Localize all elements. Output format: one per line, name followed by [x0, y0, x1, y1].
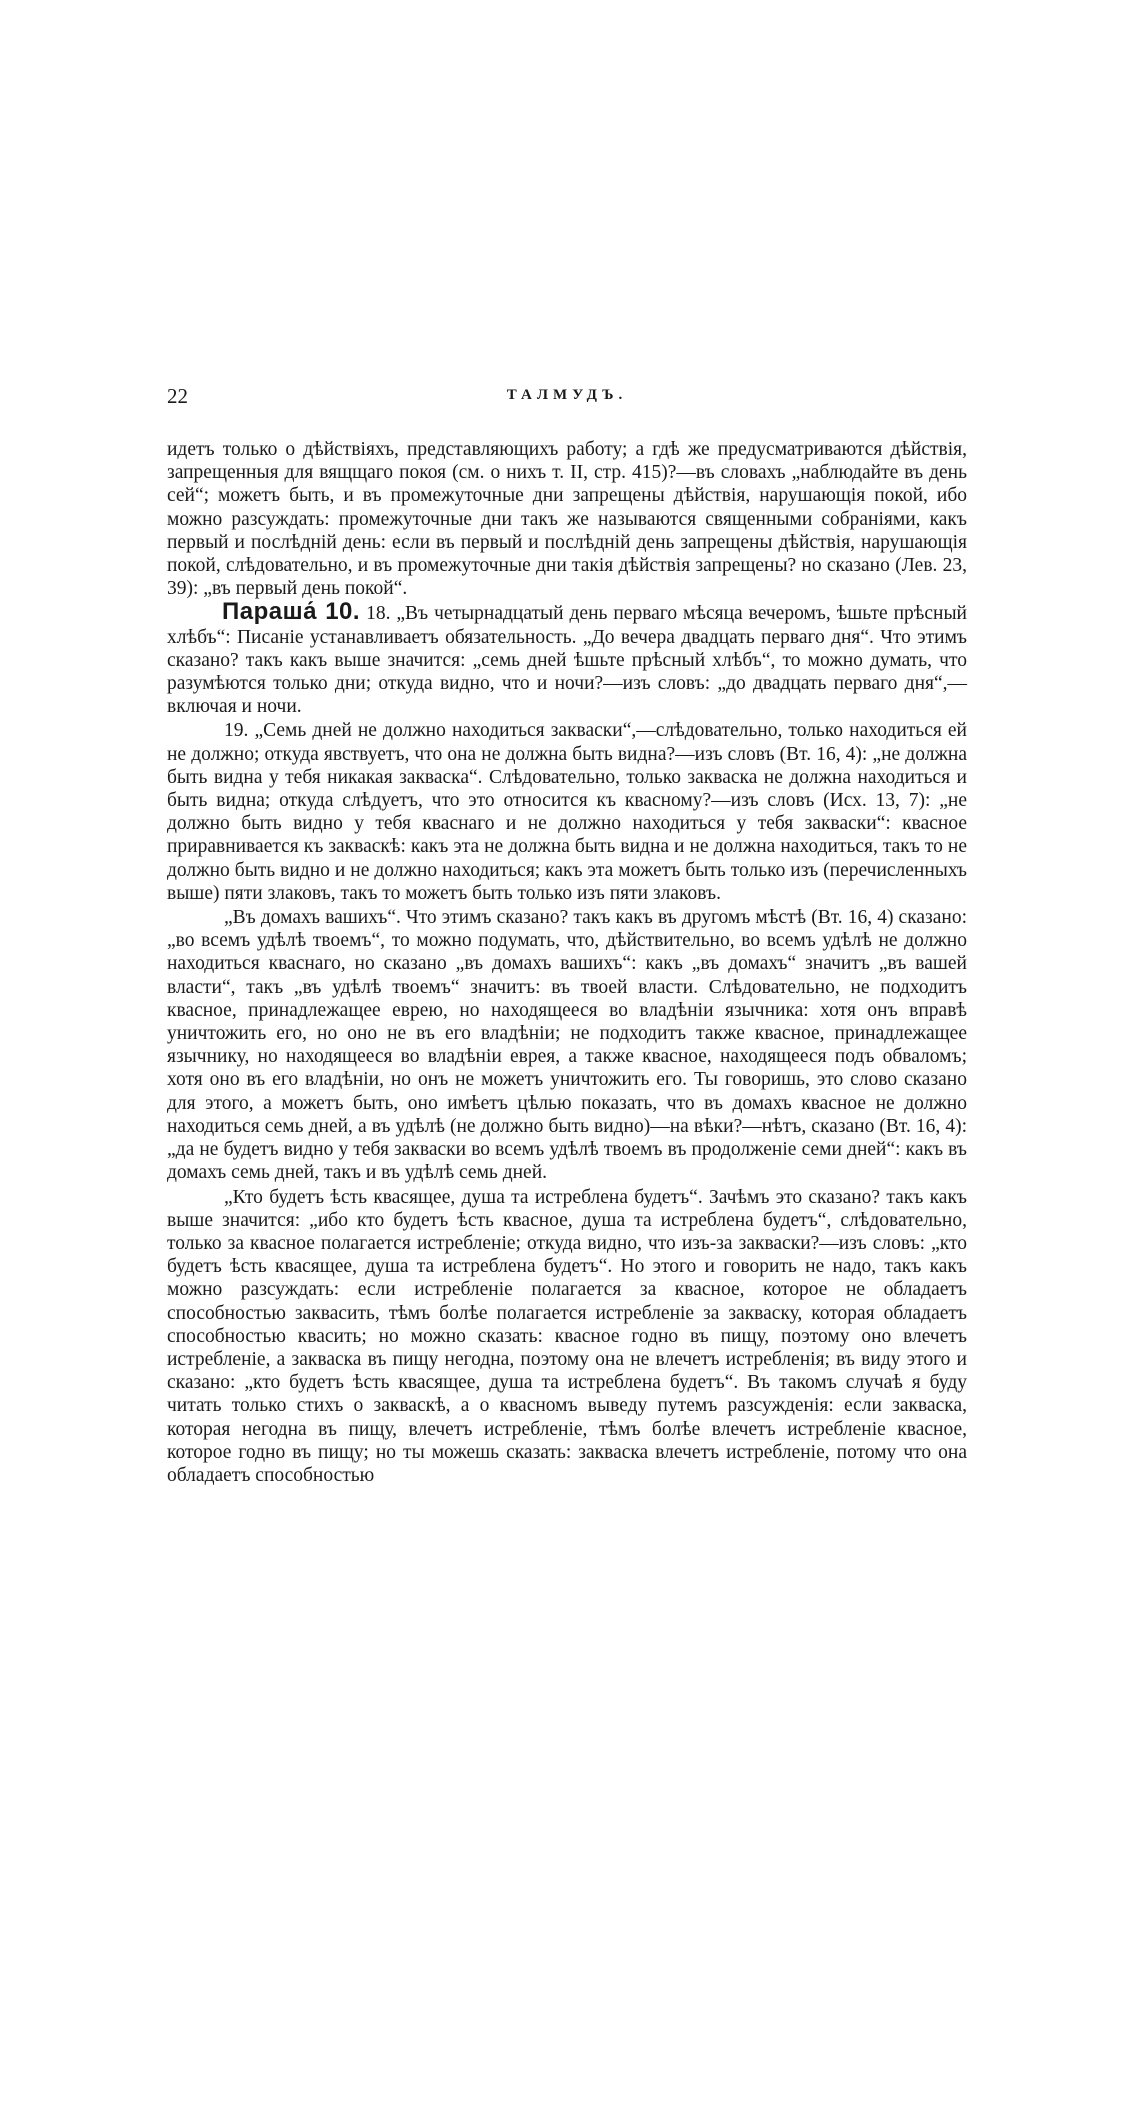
parasha-text: 18. „Въ четырнадцатый день перваго мѣсяца вечеромъ, ѣшьте прѣсный хлѣбъ“: Писаніе устанавливаетъ обязательность. „До вечера двадцать перваго дня“. Что этимъ сказано? такъ какъ выше значится: „семь дней ѣшьте прѣсный хлѣбъ“, то можно думать, что разумѣются только дни; откуда видно, что и ночи?—изъ словъ: „до двадцать перваго дня“,—включая и ночи.: [167, 603, 967, 718]
paragraph-verse-19: 19. „Семь дней не должно находиться закваски“,—слѣдовательно, только находиться ей не должно; откуда явствуетъ, что она не должна быть видна?—изъ словъ (Вт. 16, 4): „не должна быть видна у тебя никакая закваска“. Слѣдовательно, только закваска не должна находиться и быть видна; откуда слѣдуетъ, что это относится къ квасному?—изъ словъ (Исх. 13, 7): „не должно быть видно у тебя кваснаго и не должно находиться у тебя закваски“: квасное приравнивается къ закваскѣ: какъ эта не должна быть видна и не должна находиться, такъ то не должно быть видно и не должно находиться; какъ эта можетъ быть только изъ (перечисленныхъ выше) пяти злаковъ, такъ то можетъ быть только изъ пяти злаковъ.: [167, 720, 967, 904]
paragraph-continuation: идетъ только о дѣйствіяхъ, представляющихъ работу; а гдѣ же предусматриваются дѣйствія, запрещенныя для вящщаго покоя (см. о нихъ т. II, стр. 415)?—въ словахъ „наблюдайте въ день сей“; можетъ быть, и въ промежуточные дни запрещены дѣйствія, нарушающія покой, ибо можно разсуждать: промежуточные дни такъ же называются священными собраніями, какъ первый и послѣдній день: если въ первый и послѣдній день запрещены дѣйствія, нарушающія покой, слѣдовательно, и въ промежуточные дни такія дѣйствія запрещены? но сказано (Лев. 23, 39): „въ первый день покой“.: [167, 439, 967, 600]
page-number: 22: [167, 384, 188, 408]
running-title: ТАЛМУДЪ.: [506, 387, 628, 403]
parasha-heading: Параша́ 10.: [222, 598, 361, 626]
page-header: [167, 384, 967, 414]
text-body: [167, 438, 967, 1487]
paragraph-parasha-10: [167, 600, 967, 718]
paragraph-leavening: „Кто будетъ ѣсть квасящее, душа та истреблена будетъ“. Зачѣмъ это сказано? такъ какъ выше значится: „ибо кто будетъ ѣсть квасное, душа та истреблена будетъ“, слѣдовательно, только за квасное полагается истребленіе; откуда видно, что изъ-за закваски?—изъ словъ: „кто будетъ ѣсть квасящее, душа та истреблена будетъ“. Но этого и говорить не надо, такъ какъ можно разсуждать: если истребленіе полагается за квасное, которое не обладаетъ способностью заквасить, тѣмъ болѣе полагается истребленіе за закваску, которая обладаетъ способностью квасить; но можно сказать: квасное годно въ пищу, поэтому оно влечетъ истребленіе, а закваска въ пищу негодна, поэтому она не влечетъ истребленія; въ виду этого и сказано: „кто будетъ ѣсть квасящее, душа та истреблена будетъ“. Въ такомъ случаѣ я буду читать только стихъ о закваскѣ, а о квасномъ выведу путемъ разсужденія: если закваска, которая негодна въ пищу, влечетъ истребленіе, тѣмъ болѣе влечетъ истребленіе квасное, которое годно въ пищу; но ты можешь сказать: закваска влечетъ истребленіе, потому что она обладаетъ способностью: [167, 1186, 967, 1486]
paragraph-in-your-houses: „Въ домахъ вашихъ“. Что этимъ сказано? такъ какъ въ другомъ мѣстѣ (Вт. 16, 4) сказано: „во всемъ удѣлѣ твоемъ“, то можно подумать, что, дѣйствительно, во всемъ удѣлѣ не должно находиться кваснаго, но сказано „въ домахъ вашихъ“: какъ „въ домахъ“ значитъ „въ вашей власти“, такъ „въ удѣлѣ твоемъ“ значитъ: въ твоей власти. Слѣдовательно, не подходитъ квасное, принадлежащее еврею, но находящееся во владѣніи язычника: хотя онъ вправѣ уничтожить его, но оно не въ его владѣніи; не подходитъ также квасное, принадлежащее язычнику, но находящееся во владѣніи еврея, а также квасное, находящееся подъ обваломъ; хотя оно въ его владѣніи, но онъ не можетъ уничтожить его. Ты говоришь, это слово сказано для этого, а можетъ быть, оно имѣетъ цѣлью показать, что въ домахъ квасное не должно находиться семь дней, а въ удѣлѣ (не должно быть видно)—на вѣки?—нѣтъ, сказано (Вт. 16, 4): „да не будетъ видно у тебя закваски во всемъ удѣлѣ твоемъ въ продолженіе семи дней“: какъ въ домахъ семь дней, такъ и въ удѣлѣ семь дней.: [167, 907, 967, 1184]
